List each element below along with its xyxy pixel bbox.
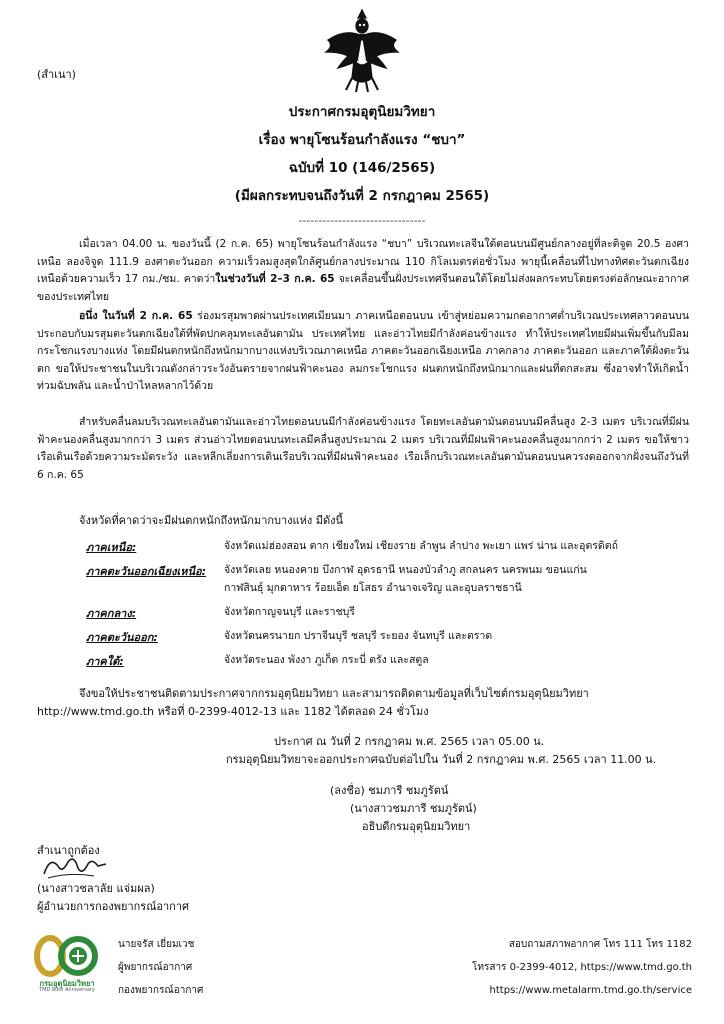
staff-role: ผู้พยากรณ์อากาศ [118,962,193,973]
region-label-east: ภาคตะวันออก: [86,631,158,644]
subject-line: เรื่อง พายุโซนร้อนกำลังแรง “ชบา” [258,132,466,148]
region-label-northeast: ภาคตะวันออกเฉียงเหนือ: [86,565,207,578]
copy-label: (สำเนา) [37,68,76,81]
staff-department: กองพยากรณ์อากาศ [118,985,204,996]
certifier-name: (นางสาวชลาลัย แจ่มผล) [37,882,155,895]
region-label-south: ภาคใต้: [86,655,124,668]
certifier-position: ผู้อำนวยการกองพยากรณ์อากาศ [37,900,190,913]
region-provinces-north: จังหวัดแม่ฮ่องสอน ตาก เชียงใหม่ เชียงราย ลำพูน ลำปาง พะเยา แพร่ น่าน และอุตรดิตถ์ [224,540,618,552]
closing-line-1: จึงขอให้ประชาชนติดตามประกาศจากกรมอุตุนิยมวิทยา และสามารถติดตามข้อมูลที่เว็บไซต์กรมอุตุนิยมวิทยา [79,687,589,700]
contact-fax-website: โทรสาร 0-2399-4012, https://www.tmd.go.th [472,962,692,973]
handwritten-signature [40,852,120,882]
region-provinces-central: จังหวัดกาญจนบุรี และราชบุรี [224,606,355,618]
signed-by: (ลงชื่อ) ชมภารี ชมภูรัตน์ [330,784,449,797]
issue-number: ฉบับที่ 10 (146/2565) [288,160,436,176]
region-provinces-northeast: จังหวัดเลย หนองคาย บึงกาฬ อุดรธานี หนองบัวลำภู สกลนคร นครพนม ขอนแก่น [224,564,587,576]
separator: -------------------------------- [298,214,426,227]
paragraph-3 [37,414,689,484]
paragraph-3-text: สำหรับคลื่นลมบริเวณทะเลอันดามันและอ่าวไทยตอนบนมีกำลังค่อนข้างแรง โดยทะเลอันดามันตอนบนมีคลื่นสูง 2-3 เมตร บริเวณที่มีฝนฟ้าคะนองคลื่นสูงมากกว่า 3 เมตร ส่วนอ่าวไทยตอนบนทะเลมีคลื่นสูงประมาณ 2 เมตร บริเวณที่มีฝนฟ้าคะนองคลื่นสูงมากกว่า 2 เมตร ขอให้ชาวเรือเดินเรือด้วยความระมัดระวัง และหลีกเลี่ยงการเดินเรือบริเวณที่มีฝนฟ้าคะนอง เรือเล็กบริเวณทะเลอันดามันตอนบนควรงดออกจากฝั่งจนถึงวันที่ 6 ก.ค. 65 [37,416,689,481]
effective-date: (มีผลกระทบจนถึงวันที่ 2 กรกฎาคม 2565) [234,188,490,204]
paragraph-2 [37,308,689,396]
paragraph-1-tail: จะเคลื่อนขึ้นฝั่งประเทศจีนตอนใต้โดยไม่ส่งผลกระทบโดยตรงต่อลักษณะอากาศของประเทศไทย [37,273,689,303]
contact-service-link[interactable]: https://www.metalarm.tmd.go.th/service [489,985,692,996]
certified-copy-label: สำเนาถูกต้อง [37,844,100,857]
signer-name: (นางสาวชมภารี ชมภูรัตน์) [350,802,477,815]
announce-date: ประกาศ ณ วันที่ 2 กรกฎาคม พ.ศ. 2565 เวลา 05.00 น. [274,735,545,748]
paragraph-2-text: ร่องมรสุมพาดผ่านประเทศเมียนมา ภาคเหนือตอนบน เข้าสู่หย่อมความกดอากาศต่ำบริเวณประเทศลาวตอนบน ประกอบกับมรสุมตะวันตกเฉียงใต้ที่พัดปกคลุมทะเลอันดามัน ประเทศไทย และอ่าวไทยมีกำลังค่อนข้างแรง ทำให้ประเทศไทยมีฝนเพิ่มขึ้นกับมีลมกระโชกแรงบางแห่ง โดยมีฝนตกหนักถึงหนักมากบางแห่งบริเวณภาคเหนือ ภาคตะวันออกเฉียงเหนือ ภาคกลาง ภาคตะวันออก และภาคใต้ฝั่งตะวันตก ขอให้ประชาชนในบริเวณดังกล่าวระวังอันตรายจากฝนฟ้าคะนอง ลมกระโชกแรง ฝนตกหนักถึงหนักมากและฝนที่ตกสะสม ซึ่งอาจทำให้เกิดน้ำท่วมฉับพลัน และน้ำป่าไหลหลากไว้ด้วย [37,310,689,392]
tmd-80th-anniversary-logo [32,930,102,992]
logo-text: กรมอุตุนิยมวิทยา [39,979,95,988]
garuda-emblem-icon [318,6,406,94]
closing-line-2: http://www.tmd.go.th หรือที่ 0-2399-4012-13 และ 1182 ได้ตลอด 24 ชั่วโมง [37,705,429,718]
paragraph-2-highlight: อนึ่ง ในวันที่ 2 ก.ค. 65 [79,310,193,322]
paragraph-1-highlight: ในช่วงวันที่ 2–3 ก.ค. 65 [215,273,335,285]
region-label-central: ภาคกลาง: [86,607,137,620]
signer-position: อธิบดีกรมอุตุนิยมวิทยา [362,820,471,833]
staff-name: นายจรัส เยี่ยมเวช [118,939,195,950]
page-title: ประกาศกรมอุตุนิยมวิทยา [288,104,436,120]
tmd-website-link[interactable]: http://www.tmd.go.th [37,705,154,718]
contact-phone: สอบถามสภาพอากาศ โทร 111 โทร 1182 [508,939,692,950]
paragraph-1 [37,236,689,306]
logo-subtext: TMD 80th Anniversary [39,987,95,993]
next-announcement: กรมอุตุนิยมวิทยาจะออกประกาศฉบับต่อไปใน วันที่ 2 กรกฎาคม พ.ศ. 2565 เวลา 11.00 น. [226,753,657,766]
region-provinces-northeast-cont: กาฬสินธุ์ มุกดาหาร ร้อยเอ็ด ยโสธร อำนาจเจริญ และอุบลราชธานี [224,582,522,594]
paragraph-1-text: เมื่อเวลา 04.00 น. ของวันนี้ (2 ก.ค. 65) พายุโซนร้อนกำลังแรง “ชบา” บริเวณทะเลจีนใต้ตอนบนมีศูนย์กลางอยู่ที่ละติจูด 20.5 องศาเหนือ ลองจิจูด 111.9 องศาตะวันออก ความเร็วลมสูงสุดใกล้ศูนย์กลางประมาณ 110 กิโลเมตรต่อชั่วโมง พายุนี้เคลื่อนที่ไปทางทิศตะวันตกเฉียงเหนือด้วยความเร็ว 17 กม./ชม. คาดว่า [37,238,689,285]
region-provinces-east: จังหวัดนครนายก ปราจีนบุรี ชลบุรี ระยอง จันทบุรี และตราด [224,630,493,642]
region-label-north: ภาคเหนือ: [86,541,137,554]
provinces-intro: จังหวัดที่คาดว่าจะมีฝนตกหนักถึงหนักมากบางแห่ง มีดังนี้ [79,514,344,527]
region-provinces-south: จังหวัดระนอง พังงา ภูเก็ต กระบี่ ตรัง และสตูล [224,654,429,666]
